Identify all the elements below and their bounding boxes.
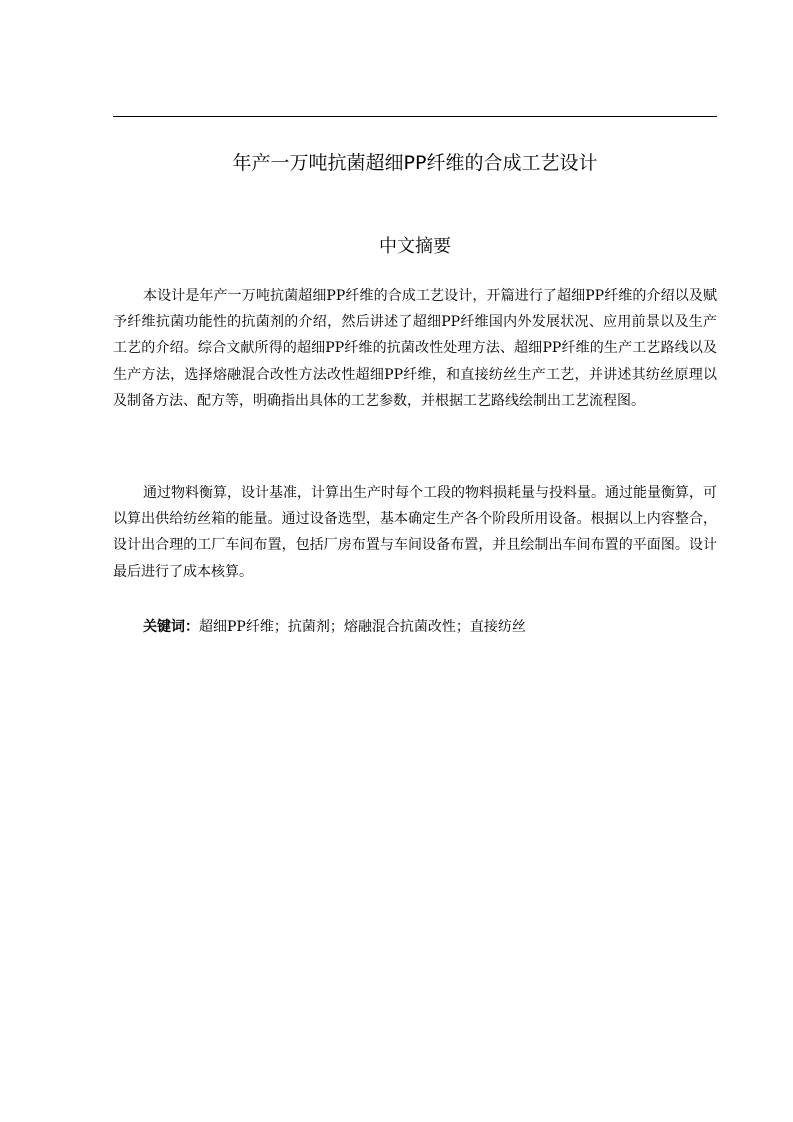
document-title: 年产一万吨抗菌超细PP纤维的合成工艺设计 — [232, 152, 598, 174]
keywords-label: 关键词： — [143, 619, 199, 635]
abstract-paragraph-2: 通过物料衡算，设计基准，计算出生产时每个工段的物料损耗量与投料量。通过能量衡算，可以算出供给纺丝箱的能量。通过设备选型，基本确定生产各个阶段所用设备。根据以上内容整合，设计出合理的工厂车间布置，包括厂房布置与车间设备布置，并且绘制出车间布置的平面图。设计最后进行了成本核算。 — [113, 485, 717, 580]
header-rule — [113, 116, 717, 117]
abstract-heading: 中文摘要 — [379, 236, 451, 257]
keywords-line — [143, 614, 717, 640]
abstract-paragraph-1: 本设计是年产一万吨抗菌超细PP纤维的合成工艺设计，开篇进行了超细PP纤维的介绍以及赋予纤维抗菌功能性的抗菌剂的介绍，然后讲述了超细PP纤维国内外发展状况、应用前景以及生产工艺的介绍。综合文献所得的超细PP纤维的抗菌改性处理方法、超细PP纤维的生产工艺路线以及生产方法，选择熔融混合改性方法改性超细PP纤维，和直接纺丝生产工艺，并讲述其纺丝原理以及制备方法、配方等，明确指出具体的工艺参数，并根据工艺路线绘制出工艺流程图。 — [113, 288, 717, 409]
keywords-value: 超细PP纤维；抗菌剂；熔融混合抗菌改性；直接纺丝 — [199, 619, 526, 635]
